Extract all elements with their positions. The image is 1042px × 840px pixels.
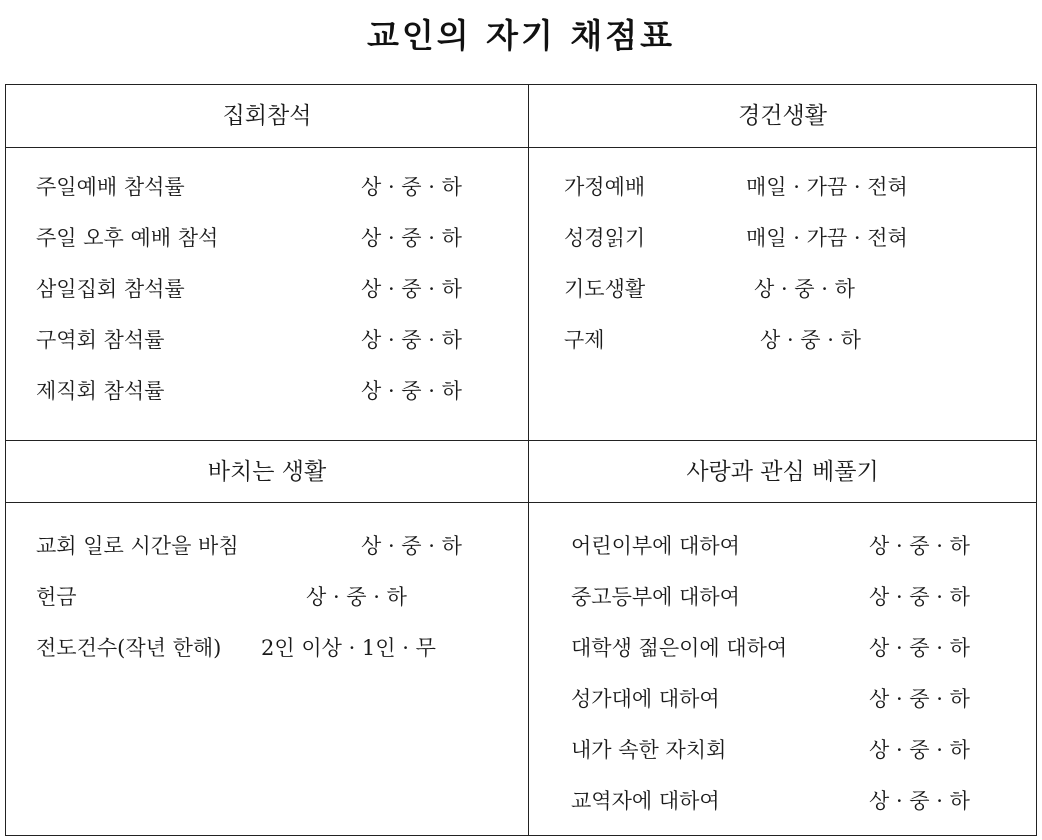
item-rating: 상 · 중 · 하 — [760, 328, 861, 352]
item-rating: 상 · 중 · 하 — [869, 738, 970, 762]
item-rating: 상 · 중 · 하 — [869, 534, 970, 558]
item-label: 내가 속한 자치회 — [571, 738, 727, 762]
scorecard-table — [5, 84, 1037, 836]
item-label: 어린이부에 대하여 — [571, 534, 740, 558]
list-item — [36, 325, 516, 355]
item-rating: 상 · 중 · 하 — [869, 636, 970, 660]
item-label: 주일예배 참석률 — [36, 175, 185, 199]
list-item — [571, 633, 1026, 663]
item-rating: 상 · 중 · 하 — [869, 789, 970, 813]
item-rating: 매일 · 가끔 · 전혀 — [746, 226, 908, 250]
list-item — [36, 223, 516, 253]
item-rating: 상 · 중 · 하 — [361, 328, 462, 352]
item-label: 헌금 — [36, 585, 77, 609]
list-item — [36, 582, 516, 612]
item-rating: 상 · 중 · 하 — [869, 585, 970, 609]
item-rating: 상 · 중 · 하 — [361, 379, 462, 403]
list-item — [571, 786, 1026, 816]
list-item — [564, 223, 1024, 253]
item-label: 주일 오후 예배 참석 — [36, 226, 219, 250]
list-item — [571, 684, 1026, 714]
list-item — [571, 582, 1026, 612]
item-label: 제직회 참석률 — [36, 379, 165, 403]
list-item — [36, 633, 516, 663]
list-item — [564, 274, 1024, 304]
list-item — [36, 531, 516, 561]
item-label: 기도생활 — [564, 277, 646, 301]
item-rating: 상 · 중 · 하 — [869, 687, 970, 711]
list-item — [571, 531, 1026, 561]
header-devotion: 경건생활 — [738, 103, 827, 129]
header-divider-top — [6, 147, 1036, 148]
item-label: 전도건수(작년 한해) — [36, 636, 222, 660]
header-giving: 바치는 생활 — [207, 459, 327, 485]
item-label: 대학생 젊은이에 대하여 — [571, 636, 788, 660]
item-label: 교역자에 대하여 — [571, 789, 720, 813]
list-item — [571, 735, 1026, 765]
item-rating: 매일 · 가끔 · 전혀 — [746, 175, 908, 199]
item-rating: 상 · 중 · 하 — [754, 277, 855, 301]
item-rating: 상 · 중 · 하 — [361, 534, 462, 558]
list-item — [564, 325, 1024, 355]
item-rating: 상 · 중 · 하 — [361, 277, 462, 301]
item-label: 삼일집회 참석률 — [36, 277, 185, 301]
list-item — [36, 172, 516, 202]
item-label: 교회 일로 시간을 바침 — [36, 534, 239, 558]
item-rating: 2인 이상 · 1인 · 무 — [261, 636, 436, 660]
item-label: 성가대에 대하여 — [571, 687, 720, 711]
list-item — [36, 376, 516, 406]
item-rating: 상 · 중 · 하 — [361, 226, 462, 250]
page-title: 교인의 자기 채점표 — [366, 16, 675, 55]
item-label: 가정예배 — [564, 175, 646, 199]
header-caring: 사랑과 관심 베풀기 — [686, 459, 879, 485]
item-rating: 상 · 중 · 하 — [306, 585, 407, 609]
list-item — [564, 172, 1024, 202]
list-item — [36, 274, 516, 304]
item-label: 성경읽기 — [564, 226, 646, 250]
item-label: 구역회 참석률 — [36, 328, 165, 352]
item-rating: 상 · 중 · 하 — [361, 175, 462, 199]
header-attendance: 집회참석 — [222, 103, 312, 129]
item-label: 구제 — [564, 328, 605, 352]
item-label: 중고등부에 대하여 — [571, 585, 740, 609]
